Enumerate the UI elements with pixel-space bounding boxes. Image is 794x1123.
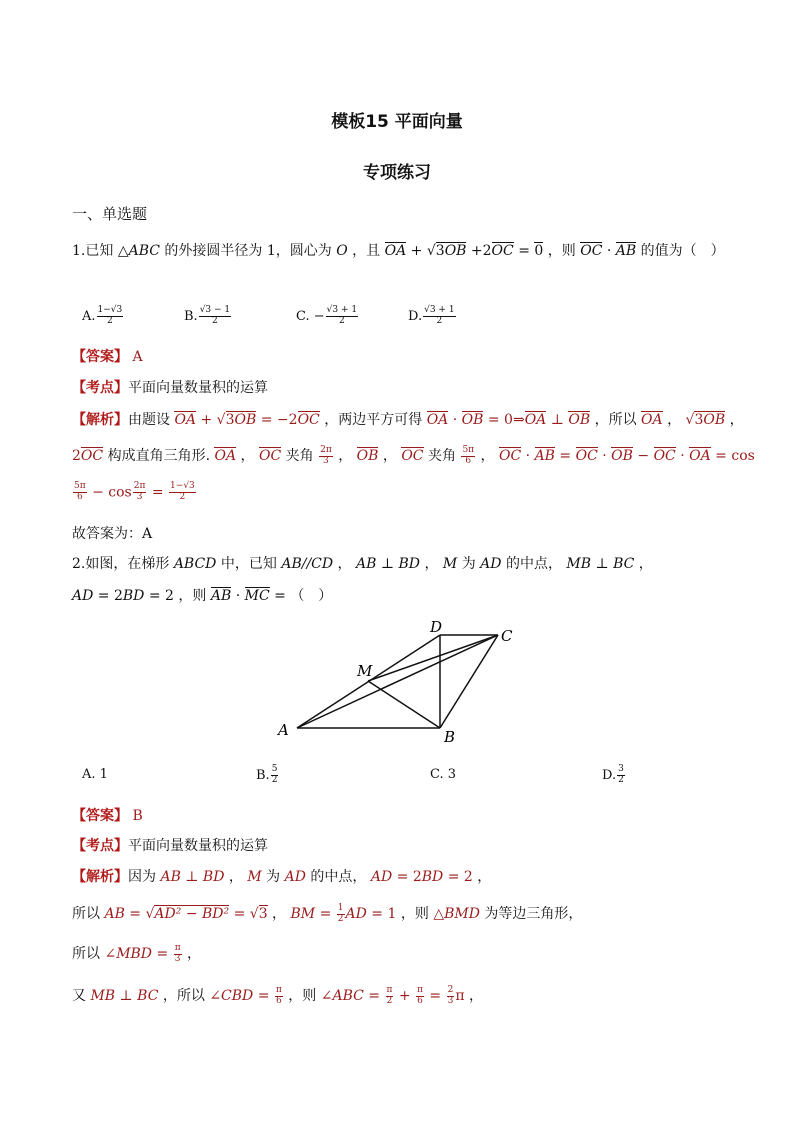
segment-mb xyxy=(368,681,440,728)
q2-analysis-line-2: 所以 AB = √AD² − BD² = √3 ， BM = $\frac{1}{2}$ AD = 1 ，则 △BMD 为等边三角形， xyxy=(72,902,583,924)
question-1-stem: 1.已知 △ABC 的外接圆半径为 1，圆心为 O ，且 OA + √3OB +2OC = 0 ，则 OC · AB 的值为（ ） xyxy=(72,243,725,259)
q2-analysis-line-3: 所以 ∠MBD = $\frac{\pi}{3}$ ， xyxy=(72,942,202,964)
q1-final: 故答案为：A xyxy=(72,526,153,542)
point-label-a: A xyxy=(278,721,289,739)
page-subtitle: 专项练习 xyxy=(363,163,431,183)
segment-mc xyxy=(368,635,498,681)
q2-answer: 【答案】 B xyxy=(72,808,143,824)
q1-analysis-line-3: $\frac{5\pi}{6}$ − cos $\frac{2\pi}{3}$ = $\frac{1-√3}{2}$ xyxy=(74,481,195,502)
page-title: 模板15 平面向量 xyxy=(331,112,463,132)
q2-point: 【考点】平面向量数量积的运算 xyxy=(72,838,268,854)
trapezoid-figure xyxy=(270,615,520,745)
q1-answer: 【答案】 A xyxy=(72,349,143,365)
q1-point: 【考点】平面向量数量积的运算 xyxy=(72,380,268,396)
point-label-m: M xyxy=(357,662,373,680)
section-heading: 一、单选题 xyxy=(72,205,148,223)
point-label-c: C xyxy=(501,627,513,645)
q2-analysis-line-4: 又 MB ⊥ BC ，所以 ∠CBD = $\frac{\pi}{6}$ ，则 ∠ABC = $\frac{\pi}{2}$ + $\frac{\pi}{6}$ = $\frac{2}{3}$ π ， xyxy=(72,984,484,1006)
q1-option-c: C. − $\frac{√3 + 1}{2}$ xyxy=(296,305,358,326)
point-label-d: D xyxy=(430,618,443,636)
q1-analysis-line-2: 2OC 构成直角三角形. OA ， OC 夹角 $\frac{2\pi}{3}$ ， OB ， OC 夹角 $\frac{5\pi}{6}$ ， OC · AB = OC · OB − OC · OA = cos xyxy=(72,444,755,466)
q2-option-a: A. 1 xyxy=(82,767,108,782)
q1-option-d: D. $\frac{√3 + 1}{2}$ xyxy=(408,305,455,326)
q1-option-a: A. $\frac{1-√3}{2}$ xyxy=(82,305,123,326)
q2-option-b: B. $\frac{5}{2}$ xyxy=(256,764,278,785)
q2-analysis-line-1: 【解析】因为 AB ⊥ BD ， M 为 AD 的中点， AD = 2BD = 2 ， xyxy=(72,869,492,885)
q2-option-d: D. $\frac{3}{2}$ xyxy=(602,764,624,785)
question-2-stem-line-1: 2.如图，在梯形 ABCD 中，已知 AB//CD ， AB ⊥ BD ， M 为 AD 的中点， MB ⊥ BC ， xyxy=(72,556,653,572)
point-label-b: B xyxy=(444,728,456,745)
q1-option-b: B. $\frac{√3 - 1}{2}$ xyxy=(184,305,231,326)
q2-option-c: C. 3 xyxy=(430,767,457,782)
segment-ac xyxy=(297,635,498,728)
q1-analysis-line-1: 【解析】由题设 OA + √3OB = −2OC ，两边平方可得 OA · OB = 0⇒OA ⊥ OB ，所以 OA ， √3OB ， xyxy=(72,412,744,428)
question-2-stem-line-2: AD = 2BD = 2 ，则 AB · MC = （ ） xyxy=(72,588,333,604)
